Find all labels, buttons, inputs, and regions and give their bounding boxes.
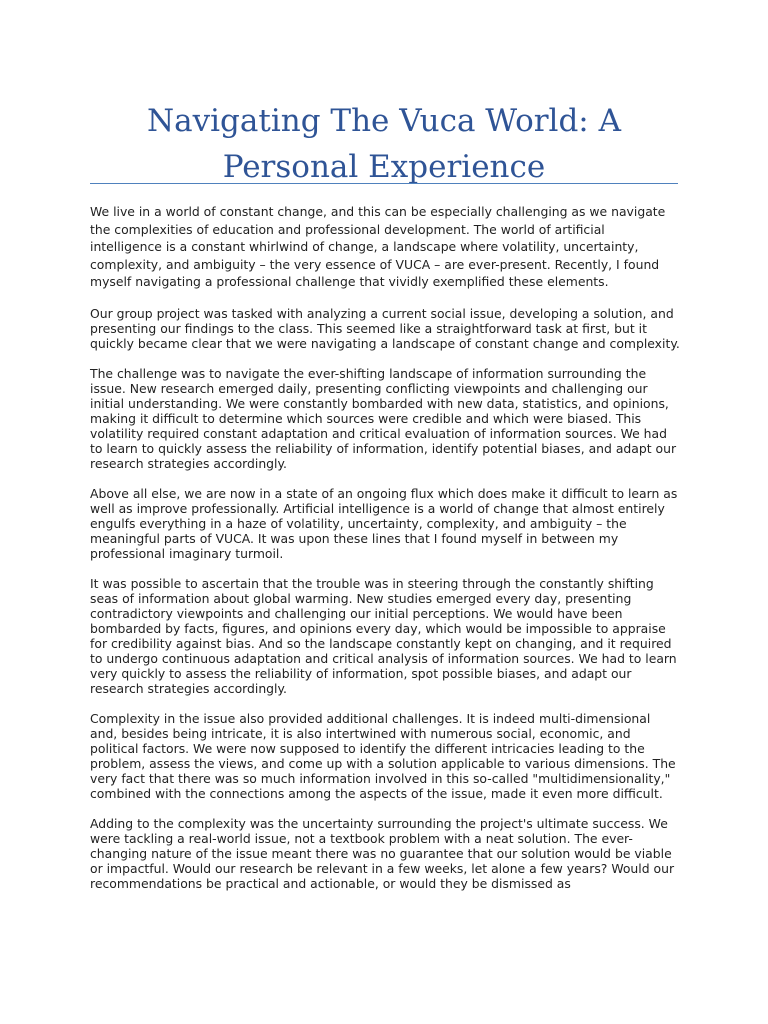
title-divider [90, 183, 678, 184]
document-body [90, 203, 680, 906]
paragraph-ongoing-flux: Above all else, we are now in a state of an ongoing flux which does make it difficult to learn as well as improve professionally. Artificial intelligence is a world of change that almost entirely engulfs everything in a haze of volatility, uncertainty, complexity, and ambiguity – the meaningful parts of VUCA. It was upon these lines that I found myself in between my professional imaginary turmoil. [90, 485, 678, 561]
paragraph-intro: We live in a world of constant change, and this can be especially challenging as we navigate the complexities of education and professional development. The world of artificial intelligence is a constant whirlwind of change, a landscape where volatility, uncertainty, complexity, and ambiguity – the very essence of VUCA – are ever-present. Recently, I found myself navigating a professional challenge that vividly exemplified these elements. [90, 204, 666, 289]
paragraph-group-project: Our group project was tasked with analyzing a current social issue, developing a solution, and presenting our findings to the class. This seemed like a straightforward task at first, but it quickly became clear that we were navigating a landscape of constant change and complexity. [90, 305, 680, 351]
paragraph-volatility: The challenge was to navigate the ever-shifting landscape of information surrounding the issue. New research emerged daily, presenting conflicting viewpoints and challenging our initial understanding. We were constantly bombarded with new data, statistics, and opinions, making it difficult to determine which sources were credible and which were biased. This volatility required constant adaptation and critical evaluation of information sources. We had to learn to quickly assess the reliability of information, identify potential biases, and adapt our research strategies accordingly. [90, 365, 677, 471]
paragraph-global-warming: It was possible to ascertain that the trouble was in steering through the constantly shifting seas of information about global warming. New studies emerged every day, presenting contradictory viewpoints and challenging our initial perceptions. We would have been bombarded by facts, figures, and opinions every day, which would be impossible to appraise for credibility against bias. And so the landscape constantly kept on changing, and it required to undergo continuous adaptation and critical analysis of information sources. We had to learn very quickly to assess the reliability of information, spot possible biases, and adapt our research strategies accordingly. [90, 575, 677, 696]
paragraph-complexity: Complexity in the issue also provided additional challenges. It is indeed multi-dimensional and, besides being intricate, it is also intertwined with numerous social, economic, and political factors. We were now supposed to identify the different intricacies leading to the problem, assess the views, and come up with a solution applicable to various dimensions. The very fact that there was so much information involved in this so-called "multidimensionality," combined with the connections among the aspects of the issue, made it even more difficult. [90, 710, 676, 801]
page-title: Navigating The Vuca World: A Personal Experience [147, 103, 621, 185]
paragraph-uncertainty: Adding to the complexity was the uncertainty surrounding the project's ultimate success. We were tackling a real-world issue, not a textbook problem with a neat solution. The ever-changing nature of the issue meant there was no guarantee that our solution would be viable or impactful. Would our research be relevant in a few weeks, let alone a few years? Would our recommendations be practical and actionable, or would they be dismissed as [90, 815, 675, 891]
